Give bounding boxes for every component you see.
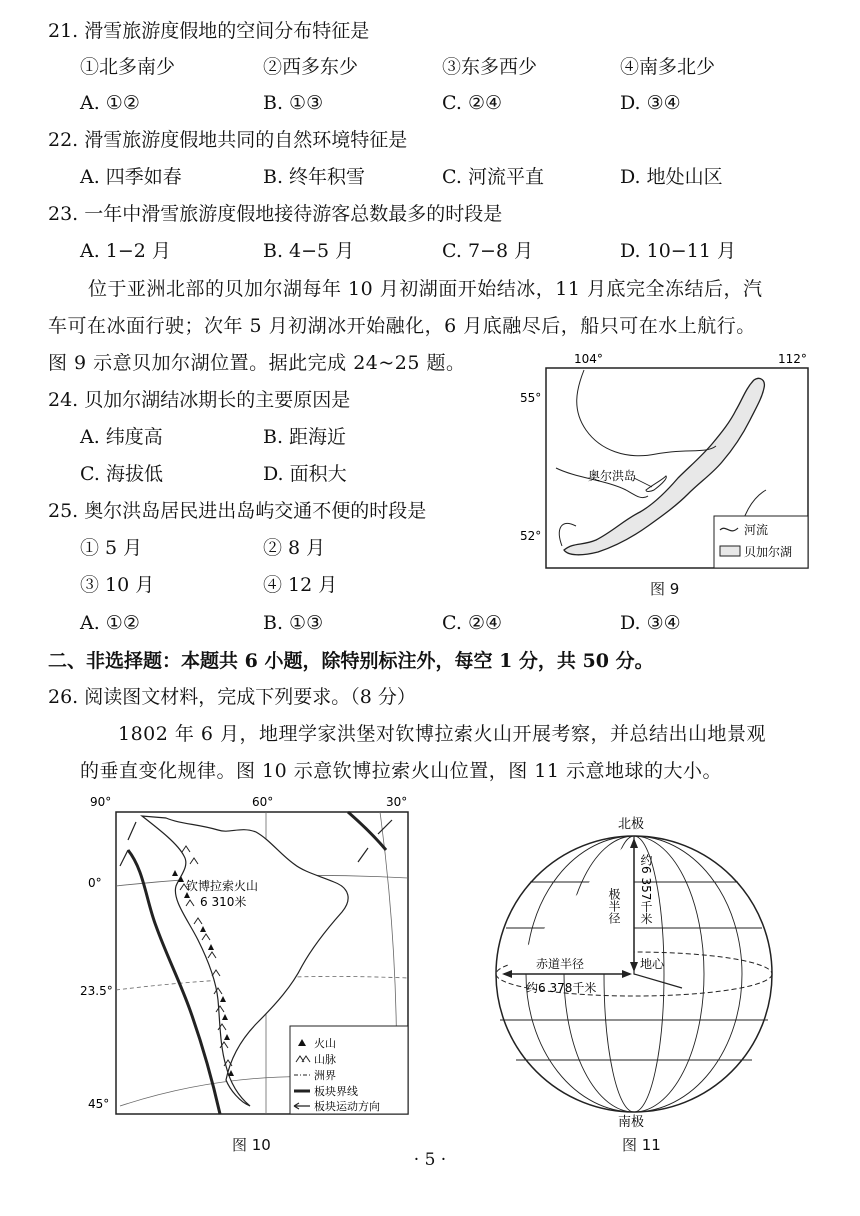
fig10-legend-volcano: 火山 xyxy=(314,1037,336,1050)
fig9-lat-bottom: 52° xyxy=(520,529,542,543)
q25-option-d: D. ③④ xyxy=(620,612,681,634)
fig10-lat-0: 0° xyxy=(88,876,102,890)
q24-option-d: D. 面积大 xyxy=(263,463,347,485)
fig11-eq-radius-label: 赤道半径 xyxy=(536,957,585,971)
fig9-lon-left: 104° xyxy=(574,352,603,366)
fig10-lon-30: 30° xyxy=(386,795,408,809)
q23-option-c: C. 7−8 月 xyxy=(442,240,534,262)
fig10-lat-235: 23.5° xyxy=(80,984,113,998)
fig10-lon-90: 90° xyxy=(90,795,112,809)
page-number: · 5 · xyxy=(413,1150,447,1170)
baikal-text-line2: 车可在冰面行驶；次年 5 月初湖冰开始融化，6 月底融尽后，船只可在水上航行。 xyxy=(48,315,756,337)
fig10-volcano-name: 钦博拉索火山 xyxy=(186,879,259,893)
q21-option-b: B. ①③ xyxy=(263,92,324,114)
q21-item-4: ④南多北少 xyxy=(620,56,716,78)
q26-text-line1: 1802 年 6 月，地理学家洪堡对钦博拉索火山开展考察，并总结出山地景观 xyxy=(118,723,767,745)
figure-9-baikal-map xyxy=(516,350,816,580)
q26-stem: 26. 阅读图文材料，完成下列要求。（8 分） xyxy=(48,686,416,708)
fig9-island-label: 奥尔洪岛 xyxy=(588,469,637,483)
fig10-legend-arrow: 板块运动方向 xyxy=(314,1100,380,1113)
fig10-lat-45: 45° xyxy=(88,1097,110,1111)
q23-option-d: D. 10−11 月 xyxy=(620,240,736,262)
q22-option-c: C. 河流平直 xyxy=(442,166,544,188)
q25-item-4: ④ 12 月 xyxy=(263,574,338,596)
fig9-lon-right: 112° xyxy=(778,352,807,366)
q21-option-c: C. ②④ xyxy=(442,92,503,114)
fig10-volcano-height: 6 310米 xyxy=(200,895,247,909)
q25-stem: 25. 奥尔洪岛居民进出岛屿交通不便的时段是 xyxy=(48,500,427,522)
q24-option-c: C. 海拔低 xyxy=(80,463,163,485)
q21-item-2: ②西多东少 xyxy=(263,56,359,78)
fig11-center: 地心 xyxy=(640,957,665,971)
fig9-lat-top: 55° xyxy=(520,391,542,405)
fig9-caption: 图 9 xyxy=(650,580,680,598)
fig9-legend-lake: 贝加尔湖 xyxy=(744,545,793,559)
q26-text-line2: 的垂直变化规律。图 10 示意钦博拉索火山位置，图 11 示意地球的大小。 xyxy=(80,760,723,782)
fig11-caption: 图 11 xyxy=(622,1136,661,1154)
fig9-legend-river: 河流 xyxy=(744,523,769,537)
q23-stem: 23. 一年中滑雪旅游度假地接待游客总数最多的时段是 xyxy=(48,203,503,225)
q21-option-a: A. ①② xyxy=(80,92,140,114)
q23-option-b: B. 4−5 月 xyxy=(263,240,355,262)
fig11-eq-value: 约6 378千米 xyxy=(526,981,597,995)
fig10-legend-boundary: 板块界线 xyxy=(314,1085,358,1098)
figure-11-earth-size xyxy=(486,810,796,1130)
q22-option-b: B. 终年积雪 xyxy=(263,166,366,188)
baikal-text-line1: 位于亚洲北部的贝加尔湖每年 10 月初湖面开始结冰，11 月底完全冻结后，汽 xyxy=(88,278,763,300)
q21-stem: 21. 滑雪旅游度假地的空间分布特征是 xyxy=(48,20,370,42)
q24-option-b: B. 距海近 xyxy=(263,426,347,448)
section-2-header: 二、非选择题：本题共 6 小题，除特别标注外，每空 1 分，共 50 分。 xyxy=(48,650,654,672)
fig11-south-pole: 南极 xyxy=(618,1115,645,1130)
q25-item-2: ② 8 月 xyxy=(263,537,326,559)
q24-stem: 24. 贝加尔湖结冰期长的主要原因是 xyxy=(48,389,351,411)
figure-10-south-america-map xyxy=(80,790,420,1130)
baikal-text-line3: 图 9 示意贝加尔湖位置。据此完成 24~25 题。 xyxy=(48,352,466,374)
q23-option-a: A. 1−2 月 xyxy=(80,240,171,262)
q21-option-d: D. ③④ xyxy=(620,92,681,114)
fig10-lon-60: 60° xyxy=(252,795,274,809)
fig10-caption: 图 10 xyxy=(232,1136,271,1154)
q25-option-a: A. ①② xyxy=(80,612,140,634)
q25-item-1: ① 5 月 xyxy=(80,537,143,559)
q25-item-3: ③ 10 月 xyxy=(80,574,155,596)
q22-option-d: D. 地处山区 xyxy=(620,166,723,188)
fig11-polar-value: 约6 357千米 xyxy=(639,854,653,925)
fig9-legend-lake-symbol xyxy=(720,546,740,556)
fig10-legend-mountain: 山脉 xyxy=(314,1053,336,1066)
q22-stem: 22. 滑雪旅游度假地共同的自然环境特征是 xyxy=(48,129,408,151)
fig11-polar-radius-label: 极半径 xyxy=(607,888,621,924)
q21-item-1: ①北多南少 xyxy=(80,56,176,78)
q25-option-c: C. ②④ xyxy=(442,612,503,634)
q25-option-b: B. ①③ xyxy=(263,612,324,634)
fig10-legend-continent: 洲界 xyxy=(314,1069,336,1082)
q22-option-a: A. 四季如春 xyxy=(80,166,182,188)
q24-option-a: A. 纬度高 xyxy=(80,426,163,448)
q21-item-3: ③东多西少 xyxy=(442,56,538,78)
fig11-north-pole: 北极 xyxy=(618,817,645,832)
